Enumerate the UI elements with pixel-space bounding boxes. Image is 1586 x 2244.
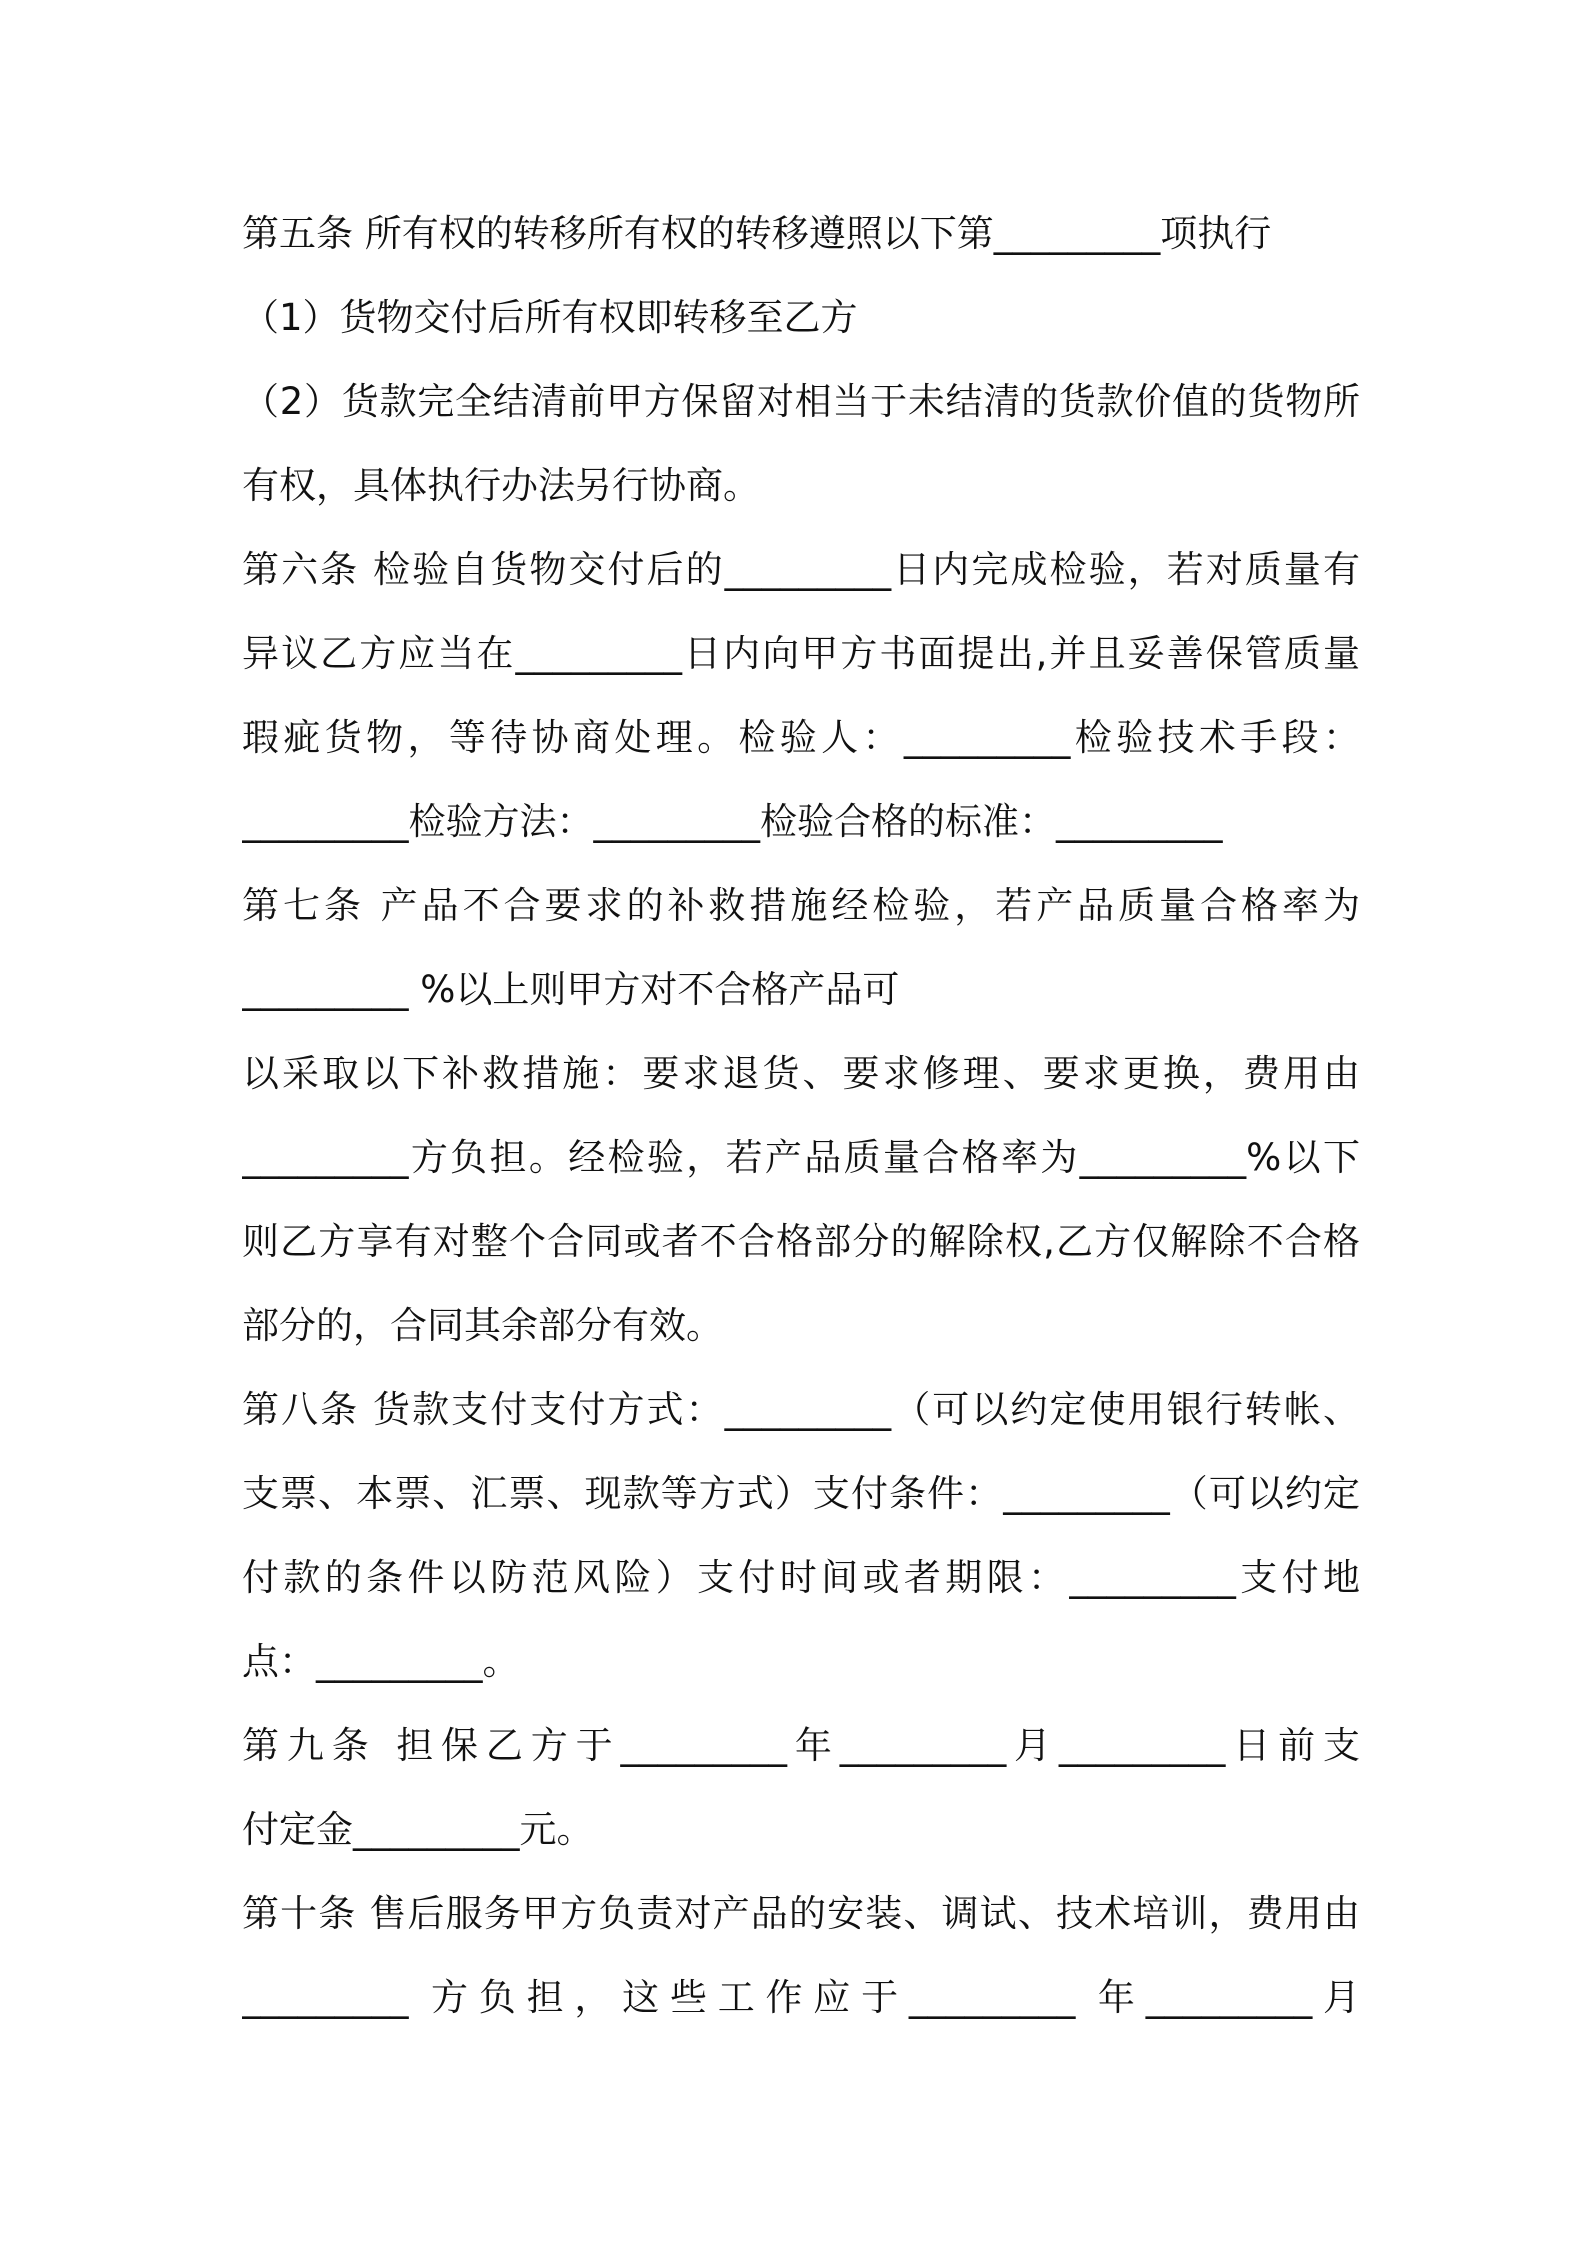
article-10-line-1: 第十条 售后服务甲方负责对产品的安装、调试、技术培训，费用由 <box>242 1892 1360 1935</box>
article-5-option-2-line-1: （2）货款完全结清前甲方保留对相当于未结清的货款价值的货物所 <box>242 380 1360 423</box>
article-6-line-1: 第六条 检验自货物交付后的_________日内完成检验，若对质量有 <box>242 548 1360 591</box>
article-5-option-2-line-2: 有权，具体执行办法另行协商。 <box>242 464 760 507</box>
article-9-line-1: 第九条 担保乙方于_________年_________月_________日前支 <box>242 1724 1360 1767</box>
article-9-line-2: 付定金_________元。 <box>242 1808 594 1851</box>
article-7-line-4: _________方负担。经检验，若产品质量合格率为_________%以下 <box>242 1136 1360 1179</box>
article-7-line-6: 部分的，合同其余部分有效。 <box>242 1304 723 1347</box>
article-5-title-line: 第五条 所有权的转移所有权的转移遵照以下第_________项执行 <box>242 212 1272 255</box>
article-6-line-4: _________检验方法：_________检验合格的标准：_________ <box>242 800 1223 843</box>
article-8-line-3: 付款的条件以防范风险）支付时间或者期限：_________支付地 <box>242 1556 1360 1599</box>
article-10-line-2: _________ 方负担，这些工作应于_________ 年_________月 <box>242 1976 1360 2019</box>
article-8-line-2: 支票、本票、汇票、现款等方式）支付条件：_________（可以约定 <box>242 1472 1360 1515</box>
article-8-line-1: 第八条 货款支付支付方式：_________（可以约定使用银行转帐、 <box>242 1388 1360 1431</box>
contract-text <box>242 192 1360 2040</box>
article-8-line-4: 点：_________。 <box>242 1640 520 1683</box>
article-6-line-3: 瑕疵货物，等待协商处理。检验人：_________检验技术手段： <box>242 716 1360 759</box>
article-7-line-3: 以采取以下补救措施：要求退货、要求修理、要求更换，费用由 <box>242 1052 1360 1095</box>
article-5-option-1: （1）货物交付后所有权即转移至乙方 <box>242 296 858 339</box>
article-7-line-1: 第七条 产品不合要求的补救措施经检验，若产品质量合格率为 <box>242 884 1360 927</box>
article-6-line-2: 异议乙方应当在_________日内向甲方书面提出,并且妥善保管质量 <box>242 632 1360 675</box>
article-7-line-2: _________ %以上则甲方对不合格产品可 <box>242 968 900 1011</box>
article-7-line-5: 则乙方享有对整个合同或者不合格部分的解除权,乙方仅解除不合格 <box>242 1220 1360 1263</box>
